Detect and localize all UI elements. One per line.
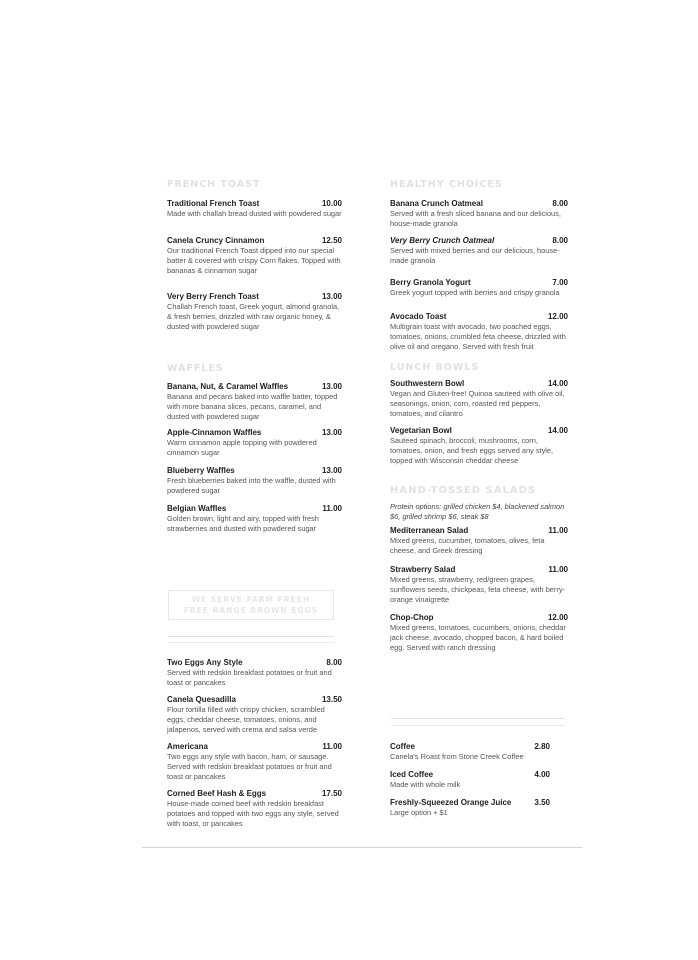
divider: [391, 725, 565, 726]
item-name: Very Berry French Toast: [167, 292, 259, 301]
item-desc: Served with redskin breakfast potatoes or fruit and toast or pancakes: [167, 668, 332, 687]
menu-item: [390, 526, 568, 556]
item-desc: Mixed greens, cucumber, tomatoes, olives, feta cheese, and Greek dressing: [390, 536, 545, 555]
section-lunch-bowls: [390, 361, 568, 466]
item-desc: Made with whole milk: [390, 780, 461, 789]
section-healthy-choices: [390, 178, 568, 352]
item-desc: Multigrain toast with avocado, two poached eggs, tomatoes, onions, crumbled feta cheese, drizzled with olive oil and oregano. Served with fresh fruit: [390, 322, 566, 351]
protein-options-note: Protein options: grilled chicken $4, blackened salmon $6, grilled shrimp $6, steak $8: [390, 502, 565, 521]
menu-right-column: [390, 178, 568, 653]
item-desc: Served with mixed berries and our delicious, house-made granola: [390, 246, 560, 265]
item-name: Berry Granola Yogurt: [390, 278, 471, 287]
item-desc: Large option + $1: [390, 808, 448, 817]
item-desc: Fresh blueberries baked into the waffle, dusted with powdered sugar: [167, 476, 336, 495]
menu-item: [167, 428, 342, 458]
item-name: Canela Quesadilla: [167, 695, 236, 704]
menu-item: [167, 742, 342, 782]
item-price: 4.00: [534, 770, 550, 779]
section-title: LUNCH BOWLS: [390, 362, 480, 373]
section-title: WAFFLES: [167, 363, 224, 374]
item-price: 11.00: [322, 742, 342, 751]
item-name: Chop-Chop: [390, 613, 434, 622]
item-price: 7.00: [552, 278, 568, 287]
item-price: 14.00: [547, 379, 568, 388]
item-price: 8.00: [326, 658, 342, 667]
item-desc: Warm cinnamon apple topping with powdered cinnamon sugar: [167, 438, 317, 457]
menu-item: [167, 466, 342, 496]
menu-item: [390, 613, 568, 653]
item-name: Banana, Nut, & Caramel Waffles: [167, 382, 289, 391]
section-french-toast: [167, 178, 342, 332]
item-name: Americana: [167, 742, 208, 751]
menu-item: [167, 236, 342, 276]
item-price: 13.00: [321, 466, 342, 475]
section-title: HEALTHY CHOICES: [390, 179, 503, 190]
section-title: FRENCH TOAST: [167, 179, 261, 190]
item-desc: Golden brown, light and airy, topped with fresh strawberries and dusted with powdered sugar: [167, 514, 319, 533]
item-price: 2.80: [534, 742, 550, 751]
menu-item: [390, 798, 550, 818]
page-bottom-rule: [142, 847, 582, 848]
item-desc: Made with challah bread dusted with powdered sugar: [167, 209, 342, 218]
item-price: 13.00: [321, 292, 342, 301]
item-price: 10.00: [321, 199, 342, 208]
banner-line: FREE RANGE BROWN EGGS: [183, 606, 319, 615]
item-name: Vegetarian Bowl: [390, 426, 452, 435]
section-eggs: [167, 658, 342, 829]
item-price: 11.00: [548, 526, 568, 535]
divider: [391, 718, 565, 719]
farm-fresh-eggs-banner: [168, 590, 334, 620]
menu-item: [390, 199, 568, 229]
item-desc: Banana and pecans baked into waffle batter, topped with more banana slices, pecans, caramel, and dusted with powdered sugar: [167, 392, 338, 421]
item-name: Blueberry Waffles: [167, 466, 235, 475]
section-waffles: [167, 362, 342, 534]
item-desc: Greek yogurt topped with berries and crispy granola: [390, 288, 560, 297]
item-price: 3.50: [534, 798, 550, 807]
menu-item: [390, 278, 568, 298]
menu-item: [390, 770, 550, 790]
item-price: 8.00: [552, 236, 568, 245]
menu-item: [167, 382, 342, 422]
item-price: 11.00: [548, 565, 568, 574]
menu-item: [390, 236, 568, 266]
item-price: 12.50: [321, 236, 342, 245]
item-desc: House-made corned beef with redskin breakfast potatoes and topped with two eggs any style, served with toast, or pancakes: [167, 799, 339, 828]
item-name: Iced Coffee: [390, 770, 434, 779]
item-desc: Flour tortilla filled with crispy chicken, scrambled eggs, cheddar cheese, tomatoes, onions, and jalapenos, served with crema and salsa verde: [167, 705, 325, 734]
item-price: 12.00: [547, 613, 568, 622]
item-desc: Our traditional French Toast dipped into our special batter & covered with crispy Corn flakes. Topped with bananas & cinnamon sugar: [167, 246, 341, 275]
menu-item: [167, 504, 342, 534]
item-desc: Challah French toast, Greek yogurt, almond granola, & fresh berries, drizzled with raw organic honey, & dusted with powdered sugar: [167, 302, 340, 331]
item-name: Traditional French Toast: [167, 199, 260, 208]
item-desc: Two eggs any style with bacon, ham, or sausage. Served with redskin breakfast potatoes or fruit and toast or pancakes: [167, 752, 332, 781]
section-salads: [390, 484, 568, 653]
item-name: Southwestern Bowl: [390, 379, 465, 388]
menu-item: [390, 426, 568, 466]
item-price: 8.00: [552, 199, 568, 208]
item-price: 13.00: [321, 382, 342, 391]
item-name: Strawberry Salad: [390, 565, 456, 574]
menu-item: [167, 658, 342, 688]
item-name: Apple-Cinnamon Waffles: [167, 428, 262, 437]
section-drinks: [390, 742, 550, 818]
item-name: Coffee: [390, 742, 415, 751]
item-price: 13.50: [321, 695, 342, 704]
menu-item: [167, 789, 342, 829]
menu-item: [167, 199, 342, 219]
menu-item: [390, 742, 550, 762]
item-name: Mediterranean Salad: [390, 526, 469, 535]
item-name: Two Eggs Any Style: [167, 658, 243, 667]
divider: [168, 636, 334, 637]
menu-item: [167, 292, 342, 332]
banner-line: WE SERVE FARM FRESH: [191, 595, 311, 604]
item-name: Belgian Waffles: [167, 504, 227, 513]
item-name: Corned Beef Hash & Eggs: [167, 789, 267, 798]
item-desc: Served with a fresh sliced banana and our delicious, house-made granola: [390, 209, 561, 228]
menu-item: [390, 379, 568, 419]
item-price: 14.00: [547, 426, 568, 435]
divider: [168, 642, 334, 643]
item-price: 13.00: [321, 428, 342, 437]
item-name: Avocado Toast: [390, 312, 447, 321]
item-name: Freshly-Squeezed Orange Juice: [390, 798, 512, 807]
item-desc: Vegan and Gluten-free! Quinoa sauteed with olive oil, seasonings, onion, corn, roasted red peppers, tomatoes, and cilantro: [390, 389, 565, 418]
item-name: Canela Cruncy Cinnamon: [167, 236, 265, 245]
menu-left-column: [167, 178, 342, 534]
item-name: Very Berry Crunch Oatmeal: [390, 236, 495, 245]
item-price: 12.00: [547, 312, 568, 321]
menu-item: [390, 565, 568, 605]
item-desc: Mixed greens, strawberry, red/green grapes, sunflowers seeds, chickpeas, feta cheese, with berry-orange vinaigrette: [390, 575, 565, 604]
menu-item: [167, 695, 342, 735]
item-desc: Mixed greens, tomatoes, cucumbers, onions, cheddar jack cheese, avocado, chopped bacon, & hard boiled egg. Served with ranch dressing: [390, 623, 566, 652]
section-title: HAND-TOSSED SALADS: [390, 485, 537, 496]
item-price: 11.00: [322, 504, 342, 513]
menu-item: [390, 312, 568, 352]
item-price: 17.50: [321, 789, 342, 798]
item-desc: Sauteed spinach, broccoli, mushrooms, corn, tomatoes, onion, and fresh eggs served any style, topped with Wisconsin cheddar cheese: [390, 436, 554, 465]
item-desc: Canela's Roast from Stone Creek Coffee: [390, 752, 524, 761]
item-name: Banana Crunch Oatmeal: [390, 199, 483, 208]
